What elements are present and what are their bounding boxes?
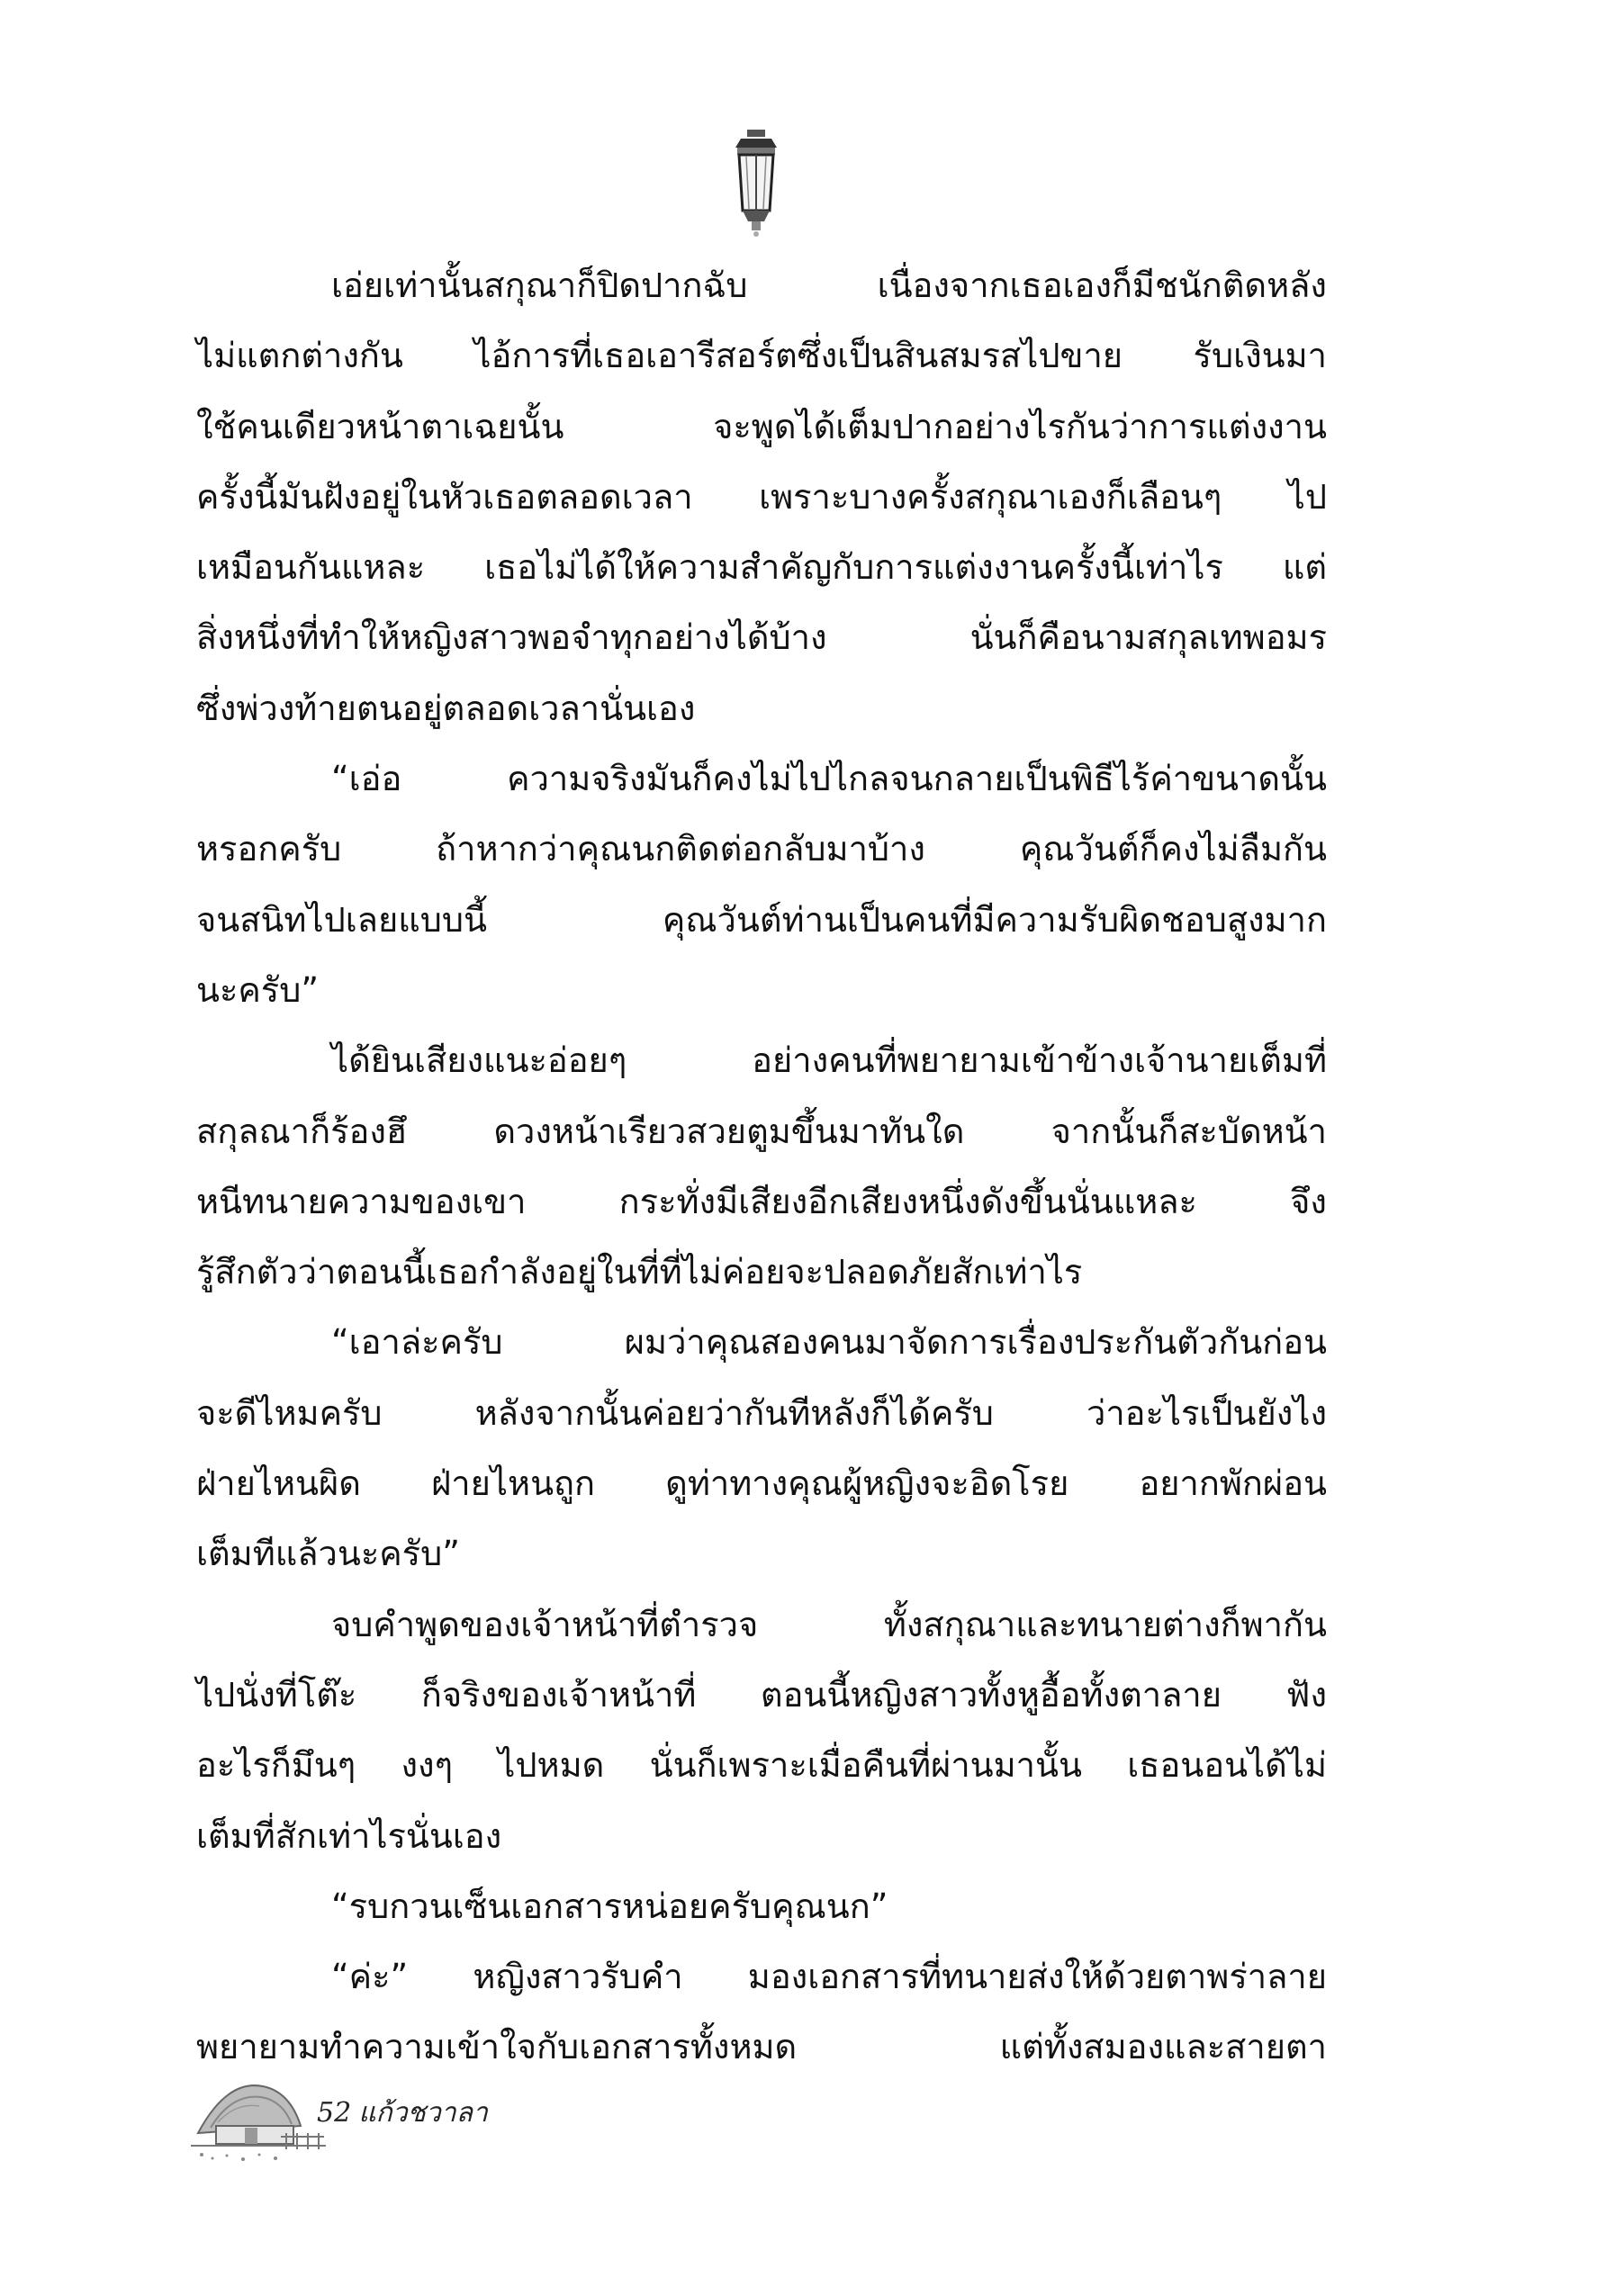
text-line: หรอกครับ ถ้าหากว่าคุณนกติดต่อกลับมาบ้าง คุณวันต์ก็คงไม่ลืมกัน	[196, 829, 1327, 869]
text-line: ได้ยินเสียงแนะอ่อยๆ อย่างคนที่พยายามเข้าข้างเจ้านายเต็มที่	[331, 1040, 1327, 1081]
page-footer	[191, 2070, 515, 2169]
text-line: เหมือนกันแหละ เธอไม่ได้ให้ความสำคัญกับการแต่งงานครั้งนี้เท่าไร แต่	[196, 547, 1327, 588]
text-line: ซึ่งพ่วงท้ายตนอยู่ตลอดเวลานั่นเอง	[196, 688, 696, 728]
lantern-icon	[725, 128, 788, 238]
text-line: เต็มทีแล้วนะครับ”	[196, 1534, 460, 1574]
text-line: อะไรก็มึนๆ งงๆ ไปหมด นั่นก็เพราะเมื่อคืนที่ผ่านมานั้น เธอนอนได้ไม่	[196, 1745, 1327, 1786]
text-line: จบคำพูดของเจ้าหน้าที่ตำรวจ ทั้งสกุณาและทนายต่างก็พากัน	[331, 1604, 1327, 1644]
text-line: ครั้งนี้มันฝังอยู่ในหัวเธอตลอดเวลา เพราะบางครั้งสกุณาเองก็เลือนๆ ไป	[196, 476, 1327, 517]
text-line: เต็มที่สักเท่าไรนั่นเอง	[196, 1815, 502, 1856]
footer-caption	[317, 2092, 495, 2134]
page-number: 52	[317, 2097, 352, 2129]
text-line: พยายามทำความเข้าใจกับเอกสารทั้งหมด แต่ทั้งสมองและสายตา	[196, 2027, 1327, 2067]
text-line: หนีทนายความของเขา กระทั่งมีเสียงอีกเสียงหนึ่งดังขึ้นนั่นแหละ จึง	[196, 1181, 1327, 1221]
text-line: นะครับ”	[196, 969, 320, 1010]
text-line: รู้สึกตัวว่าตอนนี้เธอกำลังอยู่ในที่ที่ไม่ค่อยจะปลอดภัยสักเท่าไร	[196, 1252, 1083, 1292]
text-line: ไม่แตกต่างกัน ไอ้การที่เธอเอารีสอร์ตซึ่งเป็นสินสมรสไปขาย รับเงินมา	[196, 336, 1327, 376]
text-line: สกุลณาก็ร้องฮึ ดวงหน้าเรียวสวยตูมขึ้นมาทันใด จากนั้นก็สะบัดหน้า	[196, 1111, 1327, 1151]
text-line: “เอาล่ะครับ ผมว่าคุณสองคนมาจัดการเรื่องประกันตัวกันก่อน	[331, 1322, 1327, 1363]
text-line: ไปนั่งที่โต๊ะ ก็จริงของเจ้าหน้าที่ ตอนนี้หญิงสาวทั้งหูอื้อทั้งตาลาย ฟัง	[196, 1674, 1327, 1715]
text-line: จะดีไหมครับ หลังจากนั้นค่อยว่ากันทีหลังก็ได้ครับ ว่าอะไรเป็นยังไง	[196, 1392, 1327, 1433]
book-title: แก้วชวาลา	[358, 2097, 488, 2129]
text-line: “รบกวนเซ็นเอกสารหน่อยครับคุณนก”	[331, 1886, 888, 1926]
text-line: “ค่ะ” หญิงสาวรับคำ มองเอกสารที่ทนายส่งให้ด้วยตาพร่าลาย	[331, 1957, 1327, 1997]
text-line: สิ่งหนึ่งที่ทำให้หญิงสาวพอจำทุกอย่างได้บ้าง นั่นก็คือนามสกุลเทพอมร	[196, 617, 1327, 658]
text-line: “เอ่อ ความจริงมันก็คงไม่ไปไกลจนกลายเป็นพิธีไร้ค่าขนาดนั้น	[331, 759, 1327, 799]
text-line: ใช้คนเดียวหน้าตาเฉยนั้น จะพูดได้เต็มปากอย่างไรกันว่าการแต่งงาน	[196, 406, 1327, 446]
text-line: เอ่ยเท่านั้นสกุณาก็ปิดปากฉับ เนื่องจากเธอเองก็มีชนักติดหลัง	[331, 266, 1327, 305]
text-line: จนสนิทไปเลยแบบนี้ คุณวันต์ท่านเป็นคนที่มีความรับผิดชอบสูงมาก	[196, 899, 1327, 940]
house-drawing-icon	[191, 2070, 326, 2165]
text-line: ฝ่ายไหนผิด ฝ่ายไหนถูก ดูท่าทางคุณผู้หญิงจะอิดโรย อยากพักผ่อน	[196, 1463, 1327, 1504]
body-text	[196, 250, 1327, 2083]
